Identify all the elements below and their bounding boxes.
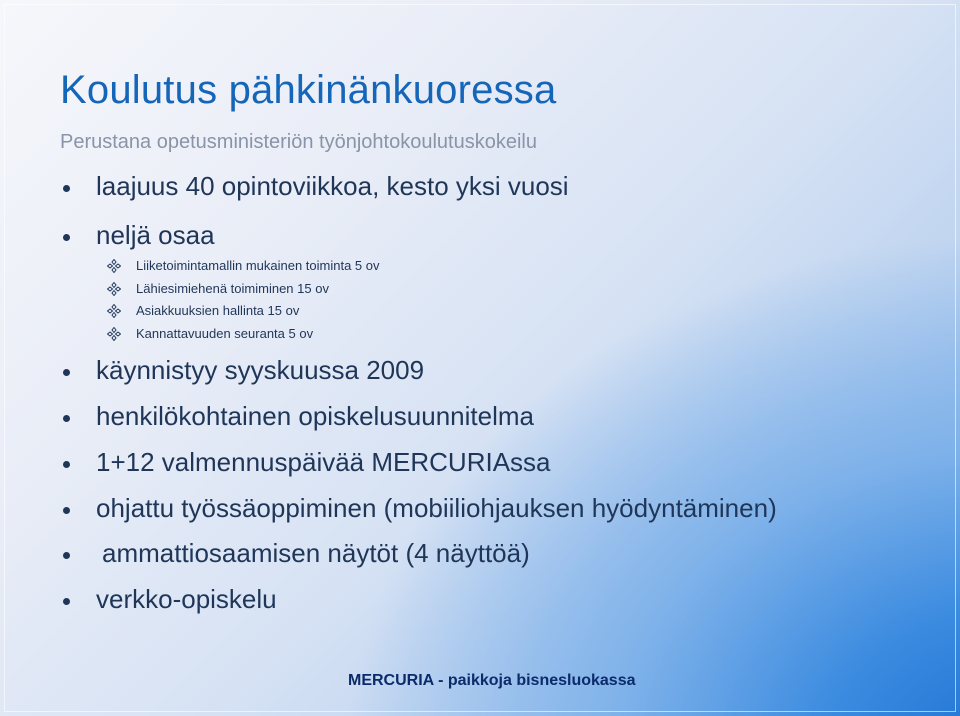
bullet-text: käynnistyy syyskuussa 2009 [96,355,425,385]
sub-bullet-text: Liiketoimintamallin mukainen toiminta 5 ov [136,258,380,273]
sub-bullet-text: Kannattavuuden seuranta 5 ov [136,326,314,341]
four-diamond-bullet-icon [107,327,121,341]
bullet-text: laajuus 40 opintoviikkoa, kesto yksi vuosi [96,171,569,201]
dot-bullet-icon [63,598,70,605]
dot-bullet-icon [63,461,70,468]
bullet-text: neljä osaa [96,220,215,250]
four-diamond-bullet-icon [107,259,121,273]
slide-title: Koulutus pähkinänkuoressa [60,68,557,112]
four-diamond-bullet-icon [107,304,121,318]
sub-bullet-text: Lähiesimiehenä toimiminen 15 ov [136,281,329,296]
dot-bullet-icon [63,185,70,192]
slide-footer: MERCURIA - paikkoja bisnesluokassa [348,672,636,689]
slide-subtitle: Perustana opetusministeriön työnjohtokoulutuskokeilu [60,131,537,153]
bullet-text: henkilökohtainen opiskelusuunnitelma [96,401,534,431]
bullet-text: 1+12 valmennuspäivää MERCURIAssa [96,447,551,477]
dot-bullet-icon [63,234,70,241]
bullet-text: ohjattu työssäoppiminen (mobiiliohjauksen hyödyntäminen) [96,493,777,523]
bullet-text: ammattiosaamisen näytöt (4 näyttöä) [102,538,530,568]
four-diamond-bullet-icon [107,282,121,296]
dot-bullet-icon [63,507,70,514]
bullet-text: verkko-opiskelu [96,584,277,614]
sub-bullet-text: Asiakkuuksien hallinta 15 ov [136,303,300,318]
dot-bullet-icon [63,369,70,376]
dot-bullet-icon [63,415,70,422]
dot-bullet-icon [63,552,70,559]
